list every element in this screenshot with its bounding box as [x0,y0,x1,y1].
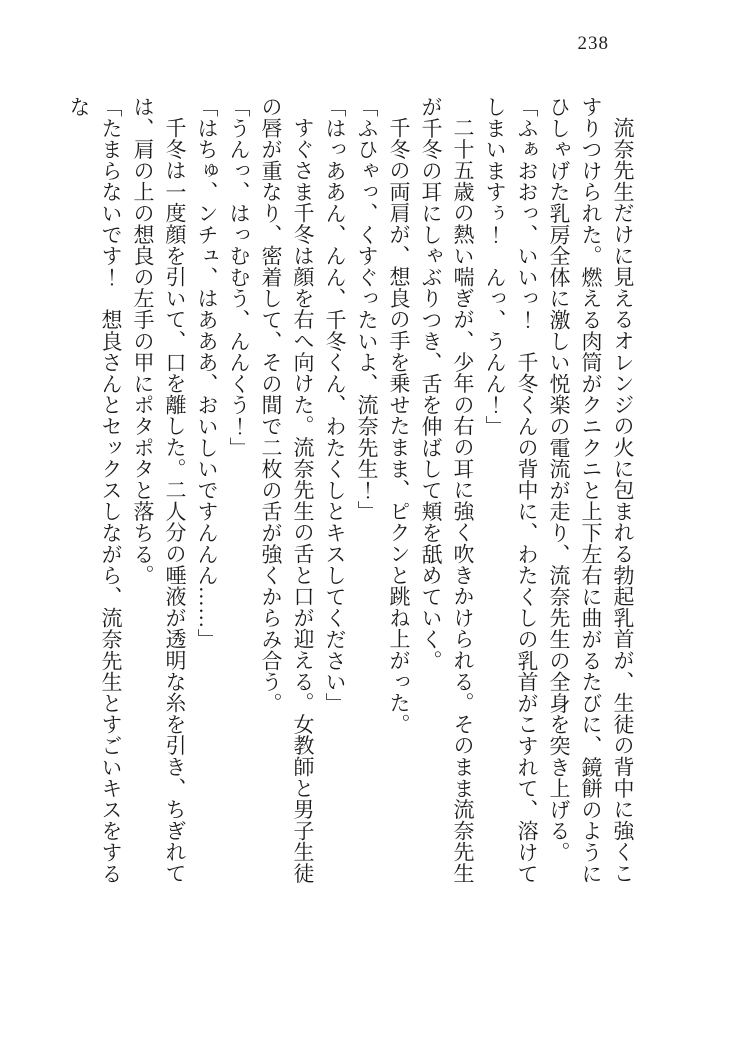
paragraph: 「たまらないです！ 想良さんとセックスしながら、流奈先生とすごいキスをするな [67,96,123,885]
paragraph: 二十五歳の熱い喘ぎが、少年の右の耳に強く吹きかけられる。そのまま流奈先生が千冬の耳にしゃぶりつき、舌を伸ばして頬を舐めていく。 [419,96,475,884]
paragraph: 「うんっ、はっむむう、んんくう！」 [227,96,251,459]
paragraph: 「ふぁおおっ、いいっ！ 千冬くんの背中に、わたくしの乳首がこすれて、溶けてしまいますぅ！ んっ、うんん！」 [483,96,539,885]
page-number: 238 [577,33,609,54]
paragraph: 「はっああん、んん、千冬くん、わたくしとキスしてください」 [323,96,347,714]
paragraph: 流奈先生だけに見えるオレンジの火に包まれる勃起乳首が、生徒の背中に強くこすりつけられた。燃える肉筒がクニクニと上下左右に曲がるたびに、鏡餅のようにひしゃげた乳房全体に激しい悦楽の電流が走り、流奈先生の全身を突き上げる。 [547,96,635,885]
paragraph: 「ふひゃっ、くすぐったいよ、流奈先生！」 [355,96,379,522]
paragraph: 千冬の両肩が、想良の手を乗せたまま、ピクンと跳ね上がった。 [387,117,411,735]
paragraph: すぐさま千冬は顔を右へ向けた。流奈先生の舌と口が迎える。女教師と男子生徒の唇が重なり、密着して、その間で二枚の舌が強くからみ合う。 [259,96,315,884]
paragraph: 千冬は一度顔を引いて、口を離した。二人分の唾液が透明な糸を引き、ちぎれては、肩の上の想良の左手の甲にポタポタと落ちる。 [131,96,187,884]
text-block [63,96,639,896]
paragraph: 「はちゅ、ンチュ、はあああ、おいしいですんんん……」 [195,96,219,650]
